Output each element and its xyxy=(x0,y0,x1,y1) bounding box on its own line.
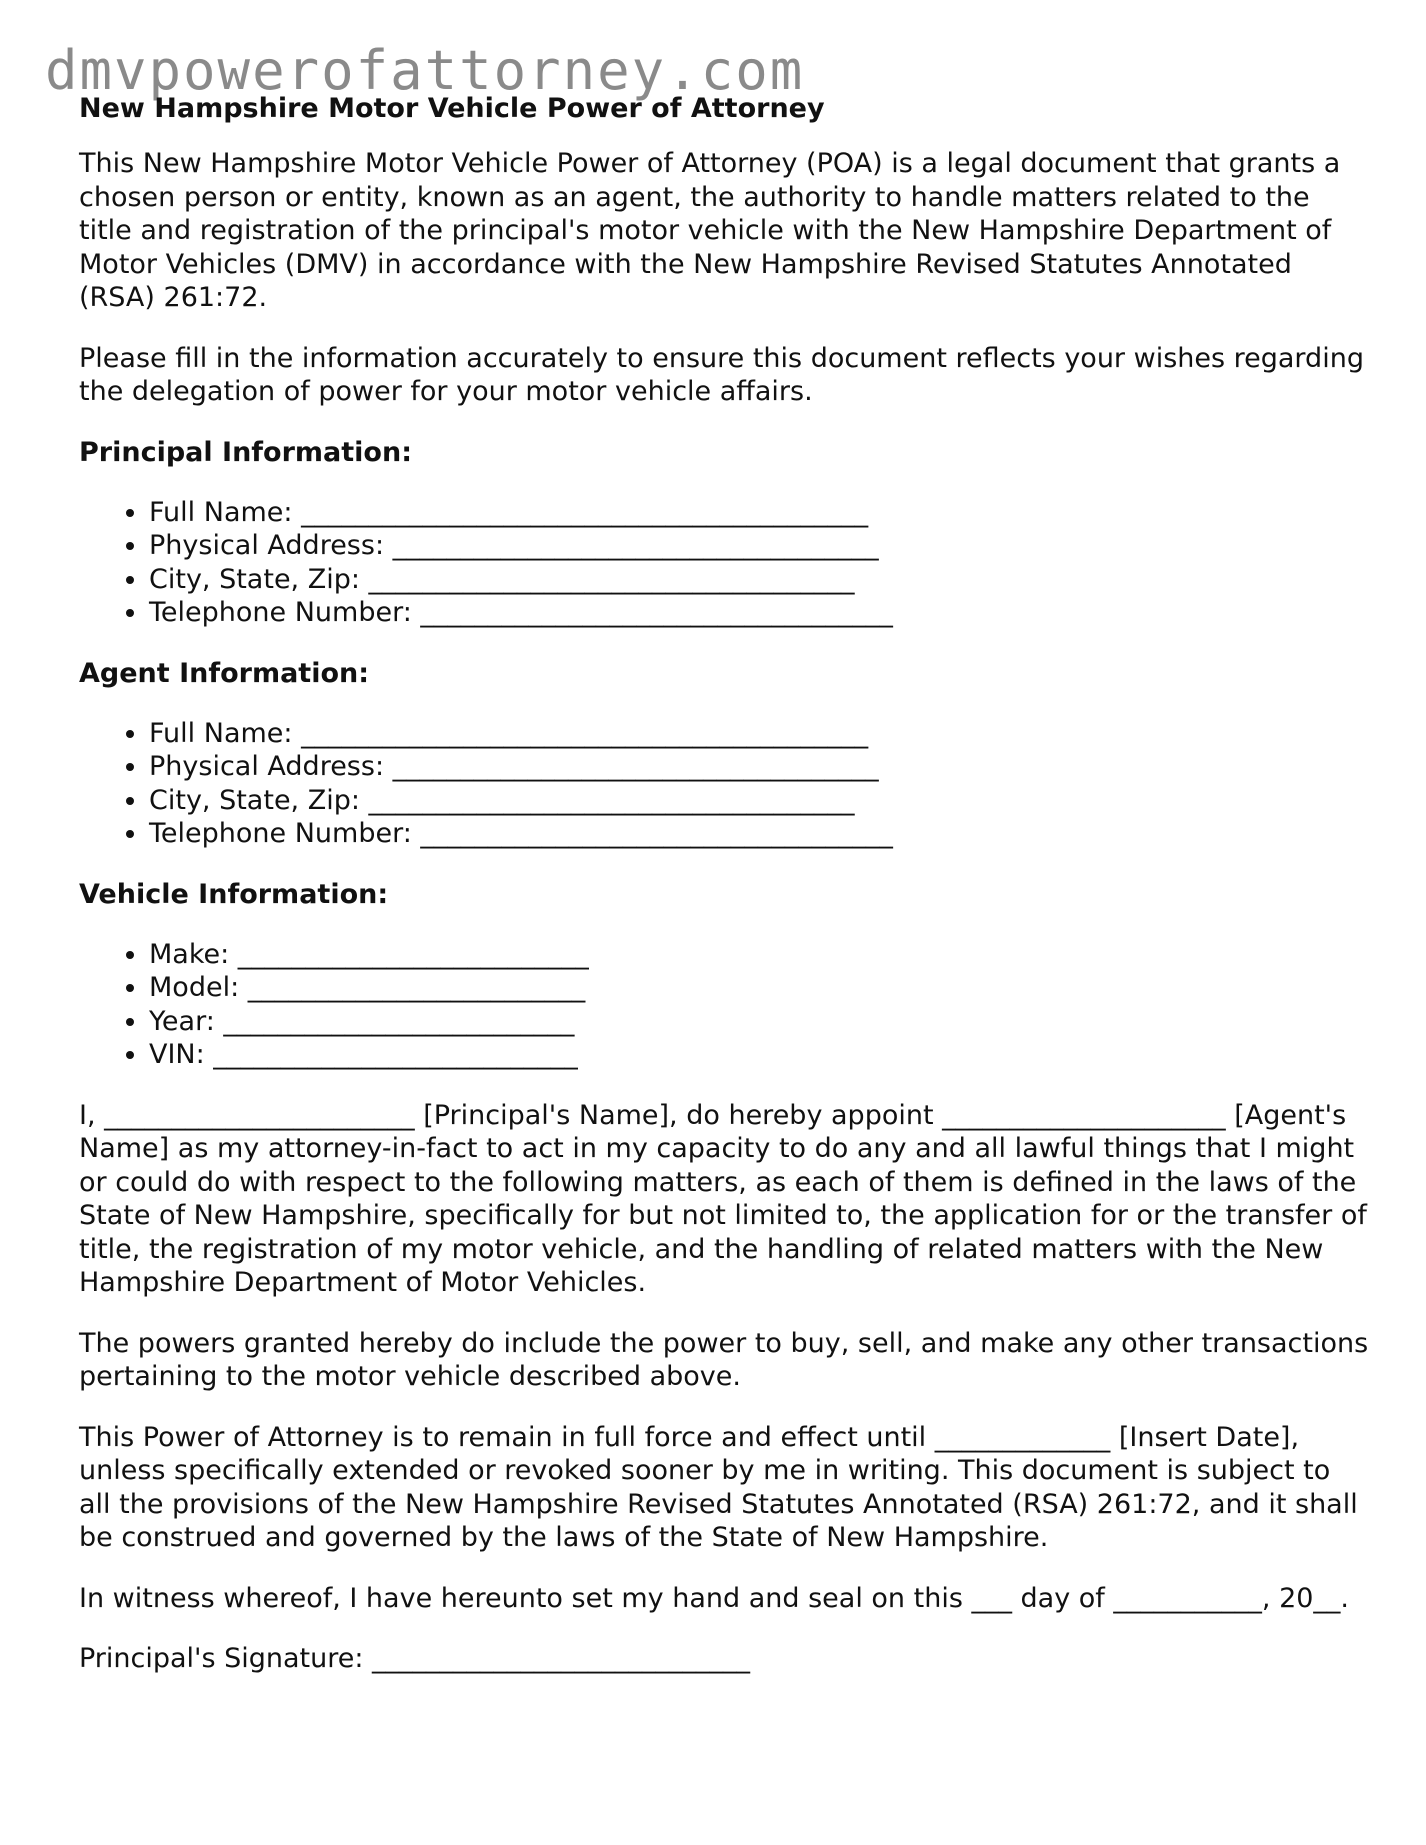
agent-heading: Agent Information: xyxy=(79,657,370,689)
principal-address-field: • Physical Address: ____________________________________ xyxy=(149,529,1369,563)
vehicle-fields xyxy=(79,938,1369,1072)
vehicle-make-field: • Make: __________________________ xyxy=(149,938,1369,972)
duration-paragraph: This Power of Attorney is to remain in full force and effect until _____________ [Insert Date], unless specifically extended or revoked sooner by me in writing. This document is subject to all the provisions of the New Hampshire Revised Statutes Annotated (RSA) 261:72, and it shall be construed and governed by the laws of the State of New Hampshire. xyxy=(79,1421,1358,1553)
principal-city-state-zip-field: • City, State, Zip: ____________________________________ xyxy=(149,563,1369,597)
principal-signature-line: Principal's Signature: ____________________________ xyxy=(79,1643,751,1674)
principal-heading: Principal Information: xyxy=(79,436,413,468)
agent-full-name-field: • Full Name: __________________________________________ xyxy=(149,717,1369,751)
vehicle-model-field: • Model: _________________________ xyxy=(149,971,1369,1005)
watermark: dmvpowerofattorney.com xyxy=(45,39,805,102)
document-title: New Hampshire Motor Vehicle Power of Attorney xyxy=(79,93,825,124)
principal-full-name-field: • Full Name: __________________________________________ xyxy=(149,496,1369,530)
principal-telephone-field: • Telephone Number: ___________________________________ xyxy=(149,596,1369,630)
agent-address-field: • Physical Address: ____________________________________ xyxy=(149,750,1369,784)
agent-city-state-zip-field: • City, State, Zip: ____________________________________ xyxy=(149,784,1369,818)
agent-telephone-field: • Telephone Number: ___________________________________ xyxy=(149,817,1369,851)
principal-fields xyxy=(79,496,1369,630)
instruction-paragraph: Please fill in the information accurately to ensure this document reflects your wishes regarding the delegation of power for your motor vehicle affairs. xyxy=(79,342,1364,407)
vehicle-vin-field: • VIN: ___________________________ xyxy=(149,1038,1369,1072)
vehicle-year-field: • Year: __________________________ xyxy=(149,1005,1369,1039)
intro-paragraph: This New Hampshire Motor Vehicle Power of Attorney (POA) is a legal document that grants a chosen person or entity, known as an agent, the authority to handle matters related to the title and registration of the principal's motor vehicle with the New Hampshire Department of Motor Vehicles (DMV) in accordance with the New Hampshire Revised Statutes Annotated (RSA) 261:72. xyxy=(79,148,1341,313)
appointment-paragraph: I, _______________________ [Principal's Name], do hereby appoint _____________________ [Agent's Name] as my attorney-in-fact to act in my capacity to do any and all lawful things that I might or could do with respect to the following matters, as each of them is defined in the laws of the State of New Hampshire, specifically for but not limited to, the application for or the transfer of title, the registration of my motor vehicle, and the handling of related matters with the New Hampshire Department of Motor Vehicles. xyxy=(79,1099,1367,1298)
powers-paragraph: The powers granted hereby do include the power to buy, sell, and make any other transactions pertaining to the motor vehicle described above. xyxy=(79,1327,1369,1392)
witness-paragraph: In witness whereof, I have hereunto set my hand and seal on this ___ day of ___________, 20__. xyxy=(79,1582,1350,1614)
agent-fields xyxy=(79,717,1369,851)
vehicle-heading: Vehicle Information: xyxy=(79,878,389,910)
document-page xyxy=(79,92,1369,1703)
